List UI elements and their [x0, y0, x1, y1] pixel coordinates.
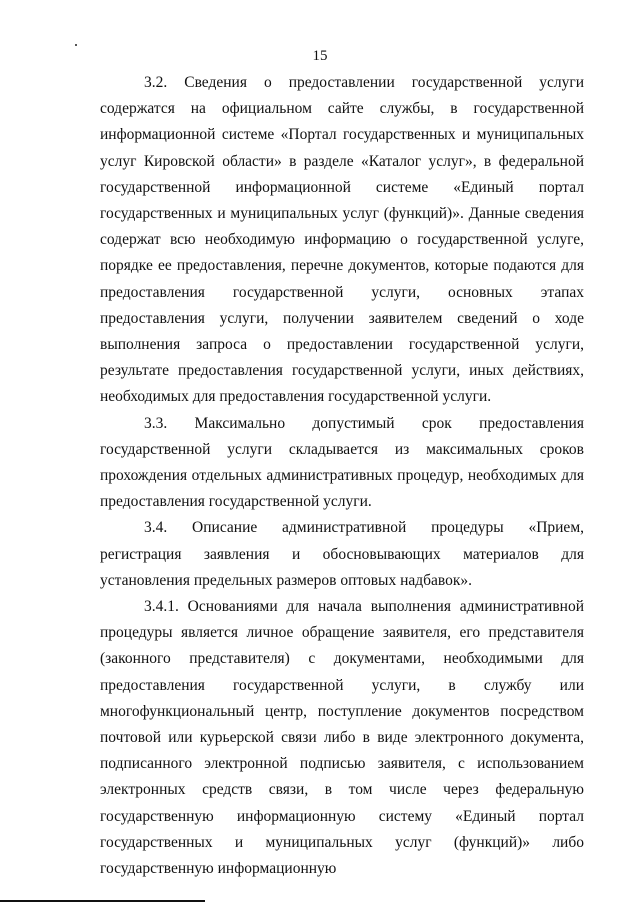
paragraph-3-4: 3.4. Описание административной процедуры «Прием, регистрация заявления и обосновывающих материалов для установления предельных размеров оптовых надбавок». — [100, 519, 584, 589]
page-number: 15 — [312, 48, 328, 64]
scan-edge-line — [0, 900, 205, 902]
scan-speck — [75, 44, 77, 46]
paragraph-3-2: 3.2. Сведения о предоставлении государственной услуги содержатся на официальном сайте службы, в государственной информационной системе «Портал государственных и муниципальных услуг Кировской области» в разделе «Каталог услуг», в федеральной государственной информационной системе «Единый портал государственных и муниципальных услуг (функций)». Данные сведения содержат всю необходимую информацию о государственной услуге, порядке ее предоставления, перечне документов, которые подаются для предоставления государственной услуги, основных этапах предоставления услуги, получении заявителем сведений о ходе выполнения запроса о предоставлении государственной услуги, результате предоставления государственной услуги, иных действиях, необходимых для предоставления государственной услуги. — [100, 74, 584, 406]
document-body — [100, 70, 584, 882]
paragraph-3-3: 3.3. Максимально допустимый срок предоставления государственной услуги складывается из максимальных сроков прохождения отдельных административных процедур, необходимых для предоставления государственной услуги. — [100, 414, 584, 511]
paragraph-3-4-1: 3.4.1. Основаниями для начала выполнения административной процедуры является личное обращение заявителя, его представителя (законного представителя) с документами, необходимыми для предоставления государственной услуги, в службу или многофункциональный центр, поступление документов посредством почтовой или курьерской связи либо в виде электронного документа, подписанного электронной подписью заявителя, с использованием электронных средств связи, в том числе через федеральную государственную информационную систему «Единый портал государственных и муниципальных услуг (функций)» либо государственную информационную — [100, 598, 584, 878]
